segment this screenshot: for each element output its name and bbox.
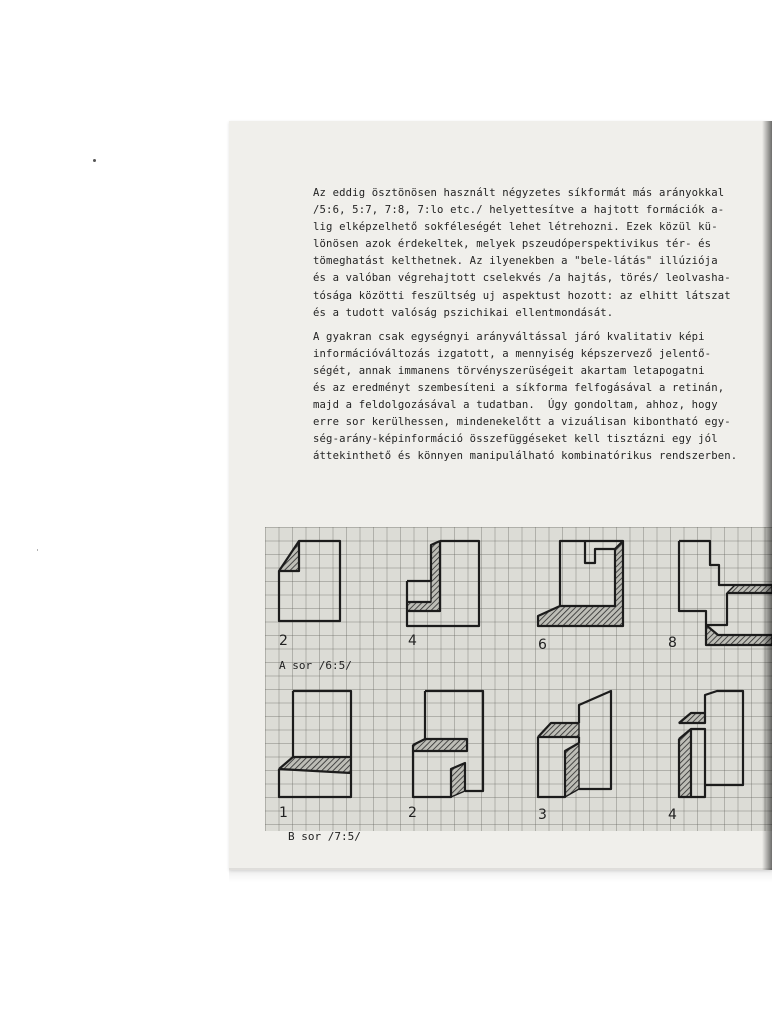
text-line: erre sor kerülhessen, mindenekelőtt a vizuálisan kibontható egy- [313,416,731,429]
figure-number-a2: 2 [279,633,288,649]
text-line: és az eredményt szembesíteni a síkforma felfogásával a retinán, [313,382,725,395]
text-line: áttekinthető és könnyen manipulálható kombinatórikus rendszerben. [313,450,738,463]
fold-figure-b2 [413,691,483,797]
fold-figure-b3 [538,691,611,797]
fold-figure-b4 [679,691,743,797]
row-a-label: A sor /6:5/ [279,659,352,672]
text-line: Az eddig ösztönösen használt négyzetes síkformát más arányokkal [313,187,725,199]
text-line: tósága közötti feszültség uj aspektust hozott: az elhitt látszat [313,289,731,302]
paper-speck [37,549,38,551]
fold-figure-b1 [279,691,351,797]
text-line: lönösen azok érdekeltek, melyek pszeudóperspektivikus tér- és [313,238,712,251]
fold-figure-a8 [679,541,772,645]
page-edge-shadow [762,121,772,870]
document-page [229,121,772,870]
figure-number-b1: 1 [279,805,288,821]
paragraph-2 [313,329,772,466]
figure-number-a4: 4 [408,633,417,649]
paragraph-1 [313,185,772,322]
text-line: információváltozás izgatott, a mennyiség képszervező jelentő- [313,347,712,360]
figure-number-b3: 3 [538,807,547,823]
text-line: ség-arány-képinformáció összefüggéseket kell tisztázni egy jól [313,433,718,446]
page-bottom-shadow [229,868,772,882]
row-b-label: B sor /7:5/ [288,830,361,843]
fold-figure-a4 [407,541,479,626]
text-line: és a valóban végrehajtott cselekvés /a hajtás, törés/ leolvasha- [313,272,731,285]
text-line: ségét, annak immanens törvényszerüségeit akartam letapogatni [313,364,705,377]
fold-figures-drawing [265,527,772,831]
text-line: lig elképzelhető sokféleségét lehet létrehozni. Ezek közül kü- [313,221,718,234]
text-line: tömeghatást kelthetnek. Az ilyenekben a "bele-látás" illúziója [313,255,718,268]
text-line: majd a feldolgozásával a tudatban. Úgy gondoltam, ahhoz, hogy [313,399,718,412]
text-line: /5:6, 5:7, 7:8, 7:lo etc./ helyettesítve a hajtott formációk a- [313,204,725,217]
fold-figure-a6 [538,541,623,626]
figure-number-a6: 6 [538,637,547,653]
figure-number-b4: 4 [668,807,677,823]
graph-paper-figure [265,527,772,831]
figure-number-a8: 8 [668,635,677,651]
fold-figure-a2 [279,541,340,621]
text-line: A gyakran csak egységnyi arányváltással járó kvalitativ képi [313,330,705,343]
text-line: és a tudott valóság pszichikai ellentmondását. [313,306,614,319]
body-text [313,185,772,466]
paper-speck [93,159,96,162]
figure-number-b2: 2 [408,805,417,821]
